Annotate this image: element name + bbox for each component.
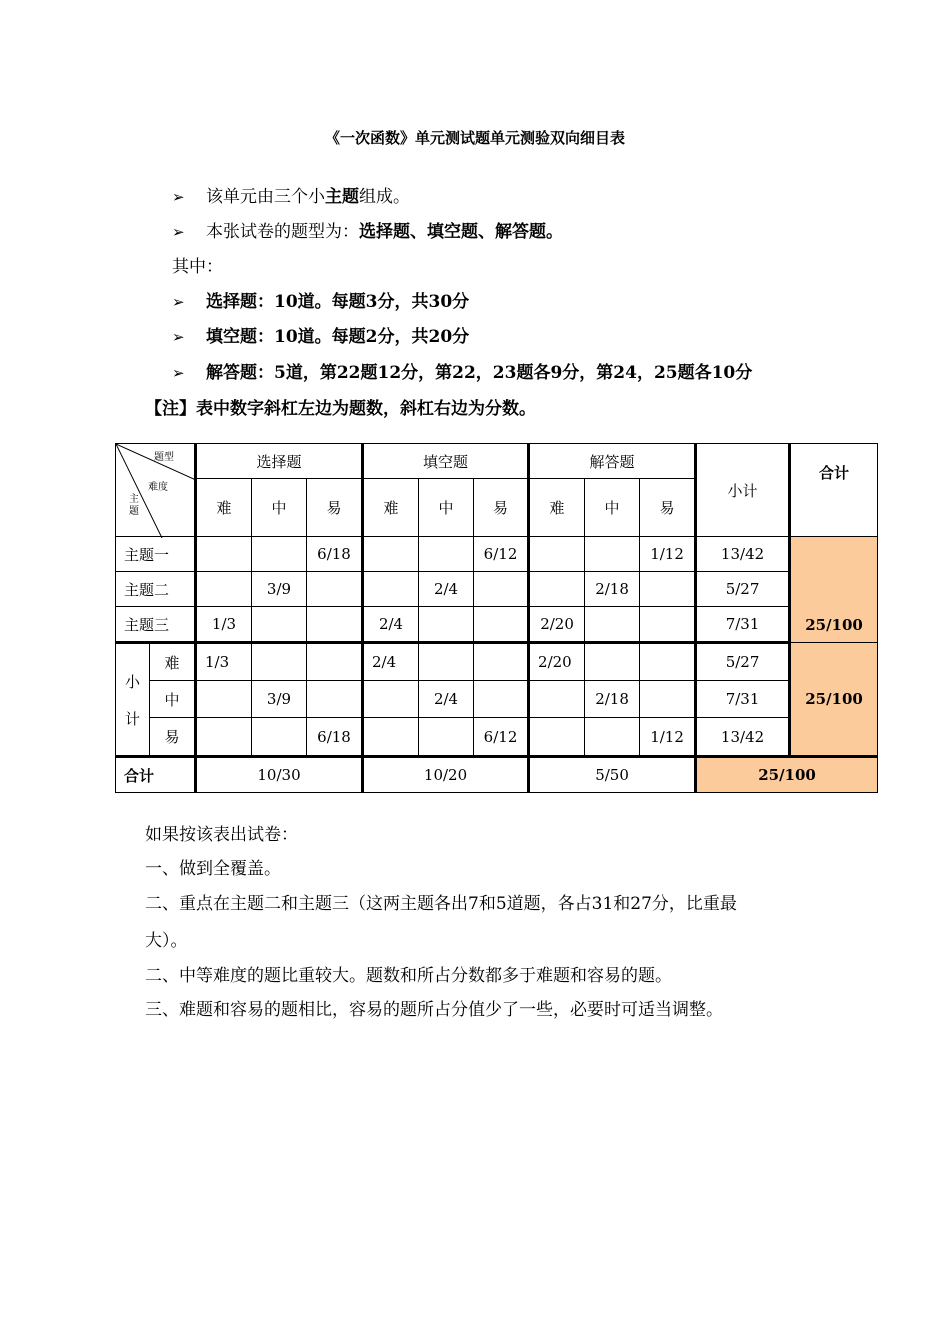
- table-cell: [474, 607, 529, 643]
- corner-type-label: 题型: [154, 452, 174, 463]
- table-cell: [585, 718, 640, 757]
- subtotal-cell: 13/42: [696, 537, 790, 572]
- table-cell: [196, 718, 252, 757]
- topic-name: 主题二: [116, 572, 196, 607]
- table-cell: [307, 643, 363, 681]
- intro-line-fill: ➢ 填空题：10道。每题2分，共20分: [172, 327, 470, 347]
- total-label: 合计: [116, 757, 196, 793]
- intro-line-topics: ➢ 该单元由三个小主题组成。: [172, 187, 410, 207]
- topic-name: 主题一: [116, 537, 196, 572]
- conclusion-intro: 如果按该表出试卷：: [145, 825, 298, 845]
- level-hard: 难: [529, 479, 585, 537]
- table-cell: [363, 572, 419, 607]
- table-cell: 6/18: [307, 537, 363, 572]
- table-cell: [474, 643, 529, 681]
- table-row: [116, 572, 878, 607]
- conclusion-point: 二、重点在主题二和主题三（这两主题各出7和5道题，各占31和27分，比重最: [145, 894, 737, 914]
- subtotal-cell: 5/27: [696, 643, 790, 681]
- table-cell: [252, 537, 307, 572]
- conclusion-point: 三、难题和容易的题相比，容易的题所占分值少了一些，必要时可适当调整。: [145, 1000, 723, 1020]
- table-cell: [196, 572, 252, 607]
- table-cell: [419, 643, 474, 681]
- table-cell: [363, 537, 419, 572]
- level-medium: 中: [252, 479, 307, 537]
- table-cell: [640, 607, 696, 643]
- header-subtotal: 小计: [696, 444, 790, 537]
- table-cell: [252, 607, 307, 643]
- topics-total-cell: 25/100: [790, 537, 878, 643]
- table-row: [116, 607, 878, 643]
- table-cell: 2/20: [529, 607, 585, 643]
- table-cell: [474, 572, 529, 607]
- subtotal-cell: 7/31: [696, 681, 790, 718]
- bullet-arrow-icon: ➢: [172, 293, 185, 311]
- topic-name: 主题三: [116, 607, 196, 643]
- difficulty-total-cell: 25/100: [790, 643, 878, 757]
- corner-topic-label-1: 主: [129, 494, 139, 505]
- subtotal-cell: 7/31: [696, 607, 790, 643]
- group-total-cell: 10/20: [363, 757, 529, 793]
- table-row: [116, 718, 878, 757]
- level-easy: 易: [474, 479, 529, 537]
- table-cell: [529, 681, 585, 718]
- intro-line-answer: ➢ 解答题：5道，第22题12分，第22，23题各9分，第24，25题各10分: [172, 363, 753, 383]
- corner-difficulty-label: 难度: [148, 482, 168, 493]
- table-cell: 1/12: [640, 718, 696, 757]
- subtotal-cell: 5/27: [696, 572, 790, 607]
- intro-line-among: 其中：: [172, 257, 223, 277]
- table-cell: [252, 718, 307, 757]
- corner-topic-label-2: 题: [129, 506, 139, 517]
- table-cell: 2/18: [585, 572, 640, 607]
- table-row: [116, 757, 878, 793]
- table-row: [116, 681, 878, 718]
- table-cell: [419, 607, 474, 643]
- table-cell: 2/20: [529, 643, 585, 681]
- difficulty-name: 易: [150, 718, 196, 757]
- group-total-cell: 5/50: [529, 757, 696, 793]
- table-cell: [640, 681, 696, 718]
- table-cell: [640, 572, 696, 607]
- table-cell: 6/18: [307, 718, 363, 757]
- table-cell: 2/4: [419, 572, 474, 607]
- table-cell: 2/4: [419, 681, 474, 718]
- table-cell: 1/3: [196, 643, 252, 681]
- subtotal-cell: 13/42: [696, 718, 790, 757]
- conclusion-point: 大）。: [145, 931, 188, 951]
- header-answer: 解答题: [529, 444, 696, 479]
- table-cell: [640, 643, 696, 681]
- header-fill: 填空题: [363, 444, 529, 479]
- table-cell: 6/12: [474, 718, 529, 757]
- header-choice: 选择题: [196, 444, 363, 479]
- level-hard: 难: [196, 479, 252, 537]
- table-cell: [252, 643, 307, 681]
- table-cell: [363, 718, 419, 757]
- conclusion-point: 二、中等难度的题比重较大。题数和所占分数都多于难题和容易的题。: [145, 966, 672, 986]
- table-cell: [529, 718, 585, 757]
- difficulty-name: 中: [150, 681, 196, 718]
- table-cell: [529, 572, 585, 607]
- table-corner-cell: [116, 444, 196, 537]
- level-easy: 易: [640, 479, 696, 537]
- difficulty-name: 难: [150, 643, 196, 681]
- table-cell: [585, 607, 640, 643]
- bullet-arrow-icon: ➢: [172, 188, 185, 206]
- subtotal-side-label: 小 计: [116, 643, 150, 757]
- page-title: 《一次函数》单元测试题单元测验双向细目表: [324, 129, 625, 147]
- level-hard: 难: [363, 479, 419, 537]
- table-cell: [419, 537, 474, 572]
- level-medium: 中: [585, 479, 640, 537]
- table-cell: 2/4: [363, 643, 419, 681]
- table-cell: 3/9: [252, 681, 307, 718]
- table-row: [116, 643, 878, 681]
- table-cell: [307, 607, 363, 643]
- table-cell: 1/12: [640, 537, 696, 572]
- bullet-arrow-icon: ➢: [172, 364, 185, 382]
- table-cell: [196, 681, 252, 718]
- table-cell: 6/12: [474, 537, 529, 572]
- intro-line-types: ➢ 本张试卷的题型为：选择题、填空题、解答题。: [172, 222, 563, 242]
- table-cell: [585, 643, 640, 681]
- table-cell: 2/4: [363, 607, 419, 643]
- table-row: [116, 537, 878, 572]
- table-cell: [196, 537, 252, 572]
- table-cell: [585, 537, 640, 572]
- group-total-cell: 10/30: [196, 757, 363, 793]
- table-cell: [529, 537, 585, 572]
- bullet-arrow-icon: ➢: [172, 328, 185, 346]
- table-cell: [307, 681, 363, 718]
- header-total: 合计: [790, 444, 878, 537]
- table-cell: 3/9: [252, 572, 307, 607]
- grand-total-cell: 25/100: [696, 757, 878, 793]
- table-cell: [419, 718, 474, 757]
- table-note: 【注】表中数字斜杠左边为题数，斜杠右边为分数。: [145, 399, 536, 419]
- table-cell: [363, 681, 419, 718]
- level-medium: 中: [419, 479, 474, 537]
- bullet-arrow-icon: ➢: [172, 223, 185, 241]
- table-cell: 1/3: [196, 607, 252, 643]
- conclusion-point: 一、做到全覆盖。: [145, 859, 281, 879]
- table-cell: [307, 572, 363, 607]
- table-cell: [474, 681, 529, 718]
- table-cell: 2/18: [585, 681, 640, 718]
- level-easy: 易: [307, 479, 363, 537]
- intro-line-choice: ➢ 选择题：10道。每题3分，共30分: [172, 292, 470, 312]
- spec-table: [115, 443, 878, 793]
